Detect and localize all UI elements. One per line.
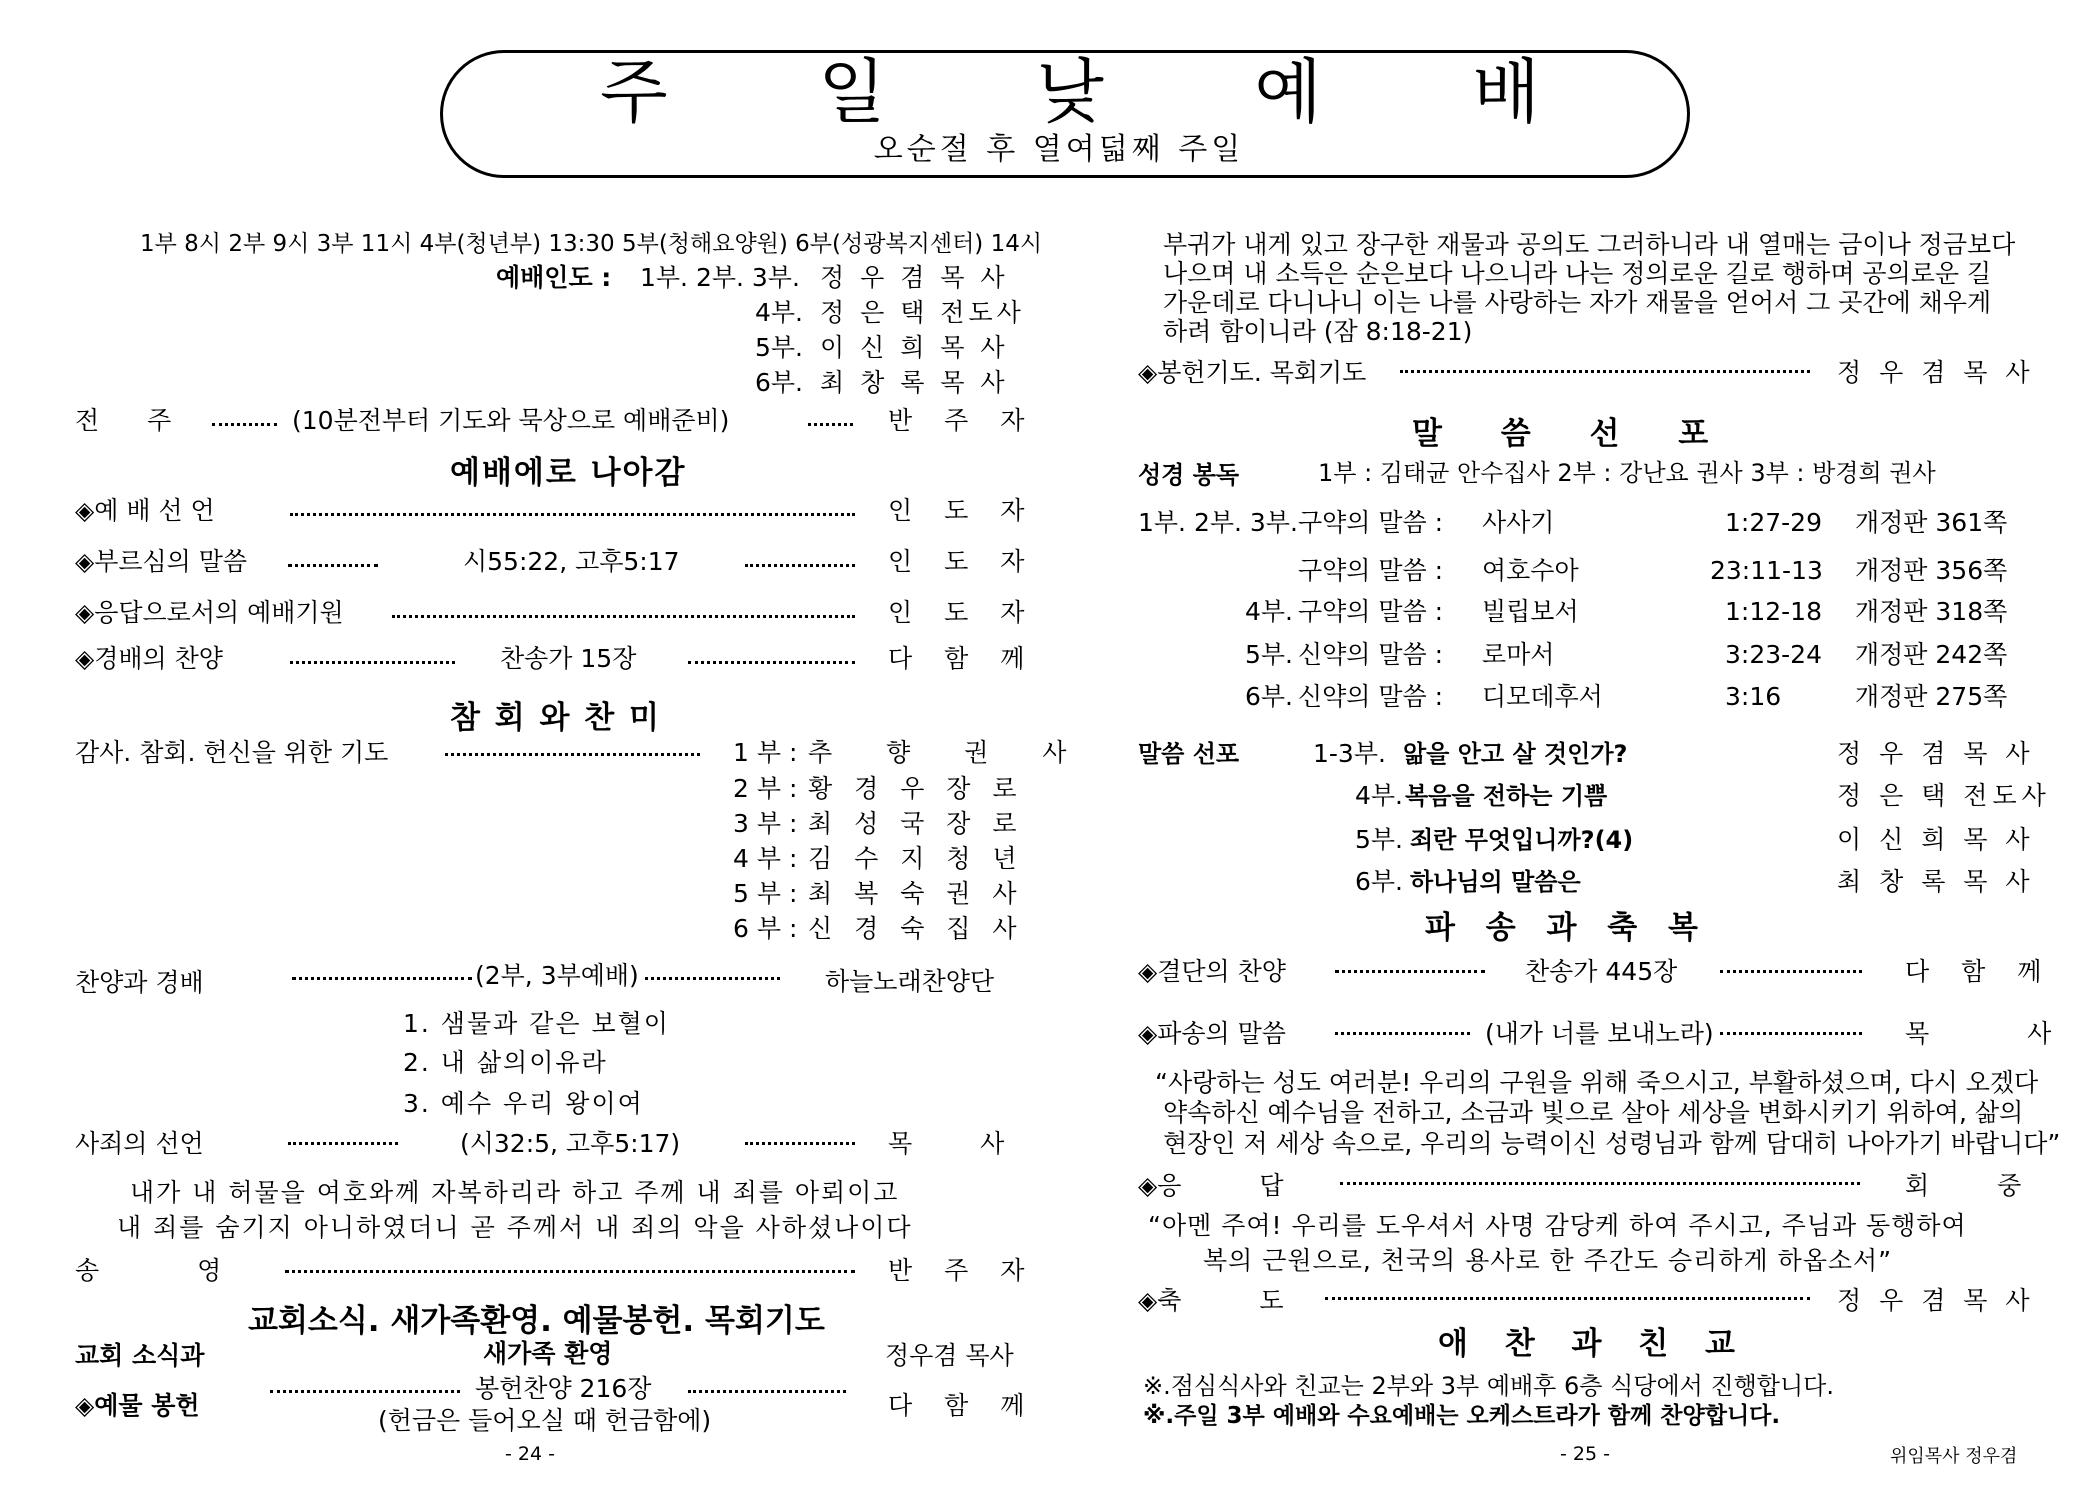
prelude-label: 전 주 <box>75 406 172 435</box>
news-label: 교회 소식과 <box>75 1341 205 1370</box>
verse-line: 가운데로 다니나니 이는 나를 사랑하는 자가 재물을 얻어서 그 곳간에 채우게 <box>1163 288 1992 317</box>
prayer-name: 김 수 지 청 년 <box>808 844 1017 873</box>
sermon-label: 말씀 선포 <box>1138 740 1240 768</box>
newfamily-label: 새가족 환영 <box>483 1339 613 1368</box>
absolution-label: 사죄의 선언 <box>75 1129 204 1158</box>
verse-line: 내가 내 허물을 여호와께 자복하리라 하고 주께 내 죄를 아뢰이고 <box>130 1178 900 1207</box>
offering-label: ◈예물 봉헌 <box>75 1391 200 1420</box>
prayer-part: 4 부 : <box>733 844 798 873</box>
leader-dots <box>288 1142 398 1145</box>
sending-text-line: “사랑하는 성도 여러분! 우리의 구원을 위해 죽으시고, 부활하셨으며, 다시 오겠다 <box>1155 1068 2039 1097</box>
title-char: 예 <box>1254 51 1322 133</box>
offering-prayer-person: 정 우 겸 목 사 <box>1837 358 2035 387</box>
page-number: - 25 - <box>1560 1443 1610 1465</box>
service-schedule: 1부 8시 2부 9시 3부 11시 4부(청년부) 13:30 5부(청해요양원) 6부(성광복지센터) 14시 <box>140 231 1043 257</box>
order-item-label: ◈응답으로서의 예배기원 <box>75 598 344 627</box>
scripture-book: 빌립보서 <box>1482 597 1579 626</box>
leader-dots <box>1340 1182 1860 1185</box>
readers: 1부 : 김태균 안수집사 2부 : 강난요 권사 3부 : 방경희 권사 <box>1318 459 1936 487</box>
leader-dots <box>808 423 853 426</box>
leader-dots <box>1335 970 1485 973</box>
absolution-mid: (시32:5, 고후5:17) <box>460 1129 681 1158</box>
scripture-ref: 3:23-24 <box>1725 640 1822 669</box>
leader-dots <box>292 977 472 980</box>
order-item-person: 인 도 자 <box>888 496 1037 525</box>
prayer-name: 황 경 우 장 로 <box>808 774 1017 803</box>
scripture-kind: 신약의 말씀 : <box>1298 640 1444 669</box>
order-item-mid: 찬송가 15장 <box>500 644 637 673</box>
response-label: ◈응 답 <box>1138 1171 1284 1200</box>
scripture-ref: 23:11-13 <box>1710 556 1823 585</box>
praise-person: 하늘노래찬양단 <box>825 967 995 996</box>
leader-dots <box>1720 1032 1862 1035</box>
response-person: 회 중 <box>1905 1171 2022 1200</box>
sermon-part: 6부. <box>1355 867 1404 896</box>
blessing-person: 정 우 겸 목 사 <box>1837 1286 2035 1315</box>
scripture-ref: 1:12-18 <box>1725 597 1822 626</box>
prayer-part: 2 부 : <box>733 774 798 803</box>
scripture-part: 6부. <box>1245 682 1294 711</box>
verse-line: 내 죄를 숨기지 아니하였더니 곧 주께서 내 죄의 악을 사하셨나이다 <box>117 1213 913 1242</box>
page-title <box>600 52 1540 132</box>
scripture-page: 개정판 361쪽 <box>1855 508 2008 537</box>
verse-line: 하려 함이니라 (잠 8:18-21) <box>1163 317 1473 346</box>
scripture-part: 5부. <box>1245 640 1294 669</box>
sermon-title: 복음을 전하는 기쁨 <box>1405 782 1608 810</box>
leader-dots <box>270 1390 460 1393</box>
offering-note: (헌금은 들어오실 때 헌금함에) <box>378 1406 712 1435</box>
scripture-kind: 구약의 말씀 : <box>1298 556 1444 585</box>
sending-mid: (내가 너를 보내노라) <box>1485 1019 1714 1048</box>
leader-dots <box>645 977 780 980</box>
prelude-person: 반 주 자 <box>888 406 1037 435</box>
praise-label: 찬양과 경배 <box>75 968 204 997</box>
notice-line: ※.점심식사와 친교는 2부와 3부 예배후 6층 식당에서 진행합니다. <box>1143 1372 1834 1400</box>
sermon-part: 5부. <box>1355 825 1404 854</box>
leader-dots <box>1335 1032 1470 1035</box>
leader-part: 6부. <box>755 368 804 397</box>
leader-dots <box>290 513 855 516</box>
page-number: - 24 - <box>505 1443 555 1465</box>
leader-dots <box>1400 370 1810 373</box>
scripture-kind: 신약의 말씀 : <box>1298 682 1444 711</box>
title-char: 주 <box>600 51 668 133</box>
sermon-preacher: 최 창 록 목 사 <box>1837 867 2035 896</box>
leader-name: 이 신 희 목 사 <box>820 333 1009 362</box>
closing-hymn-mid: 찬송가 445장 <box>1525 957 1678 986</box>
prayer-label: 감사. 참회. 헌신을 위한 기도 <box>75 738 389 767</box>
leader-part: 4부. <box>755 298 804 327</box>
closing-hymn-person: 다 함 께 <box>1905 957 2054 986</box>
title-char: 낮 <box>1036 51 1104 133</box>
scripture-ref: 1:27-29 <box>1725 508 1822 537</box>
scripture-kind: 구약의 말씀 : <box>1298 508 1444 537</box>
song-item: 2. 내 삶의이유라 <box>403 1048 608 1077</box>
leaders-label: 예배인도 : <box>496 263 612 292</box>
scripture-ref: 3:16 <box>1725 682 1782 711</box>
scripture-book: 사사기 <box>1482 508 1555 537</box>
order-item-label: ◈부르심의 말씀 <box>75 547 248 576</box>
praise-note: (2부, 3부예배) <box>475 961 639 990</box>
prayer-part: 1 부 : <box>733 738 798 767</box>
section-heading: 파 송 과 축 복 <box>1425 910 1700 946</box>
verse-line: 나으며 내 소득은 순은보다 나으니라 나는 정의로운 길로 행하며 공의로운 길 <box>1163 259 1992 288</box>
title-char: 일 <box>818 51 886 133</box>
song-item: 1. 샘물과 같은 보혈이 <box>403 1009 670 1038</box>
sermon-part: 4부. <box>1355 781 1404 810</box>
section-heading: 애 찬 과 친 교 <box>1438 1326 1743 1362</box>
leader-name: 최 창 록 목 사 <box>820 368 1009 397</box>
section-heading: 말 씀 선 포 <box>1412 416 1711 452</box>
doxology-person: 반 주 자 <box>888 1256 1037 1285</box>
blessing-label: ◈축 도 <box>1138 1286 1284 1315</box>
leader-dots <box>288 564 378 567</box>
sermon-preacher: 정 은 택 전도사 <box>1837 781 2051 810</box>
page-subtitle: 오순절 후 열여덟째 주일 <box>873 132 1245 167</box>
scripture-page: 개정판 275쪽 <box>1855 682 2008 711</box>
scripture-part: 4부. <box>1245 597 1294 626</box>
scripture-page: 개정판 318쪽 <box>1855 597 2008 626</box>
sending-label: ◈파송의 말씀 <box>1138 1019 1286 1048</box>
scripture-book: 디모데후서 <box>1482 682 1603 711</box>
sermon-part: 1-3부. <box>1313 739 1386 768</box>
song-item: 3. 예수 우리 왕이여 <box>403 1089 644 1118</box>
order-item-person: 인 도 자 <box>888 547 1037 576</box>
offering-prayer-label: ◈봉헌기도. 목회기도 <box>1138 358 1367 387</box>
scripture-kind: 구약의 말씀 : <box>1298 597 1444 626</box>
response-text-line: “아멘 주여! 우리를 도우셔서 사명 감당케 하여 주시고, 주님과 동행하여 <box>1148 1211 1967 1240</box>
leader-dots <box>290 661 455 664</box>
doxology-label: 송 영 <box>75 1256 222 1285</box>
scripture-book: 로마서 <box>1482 640 1555 669</box>
order-item-mid: 시55:22, 고후5:17 <box>463 547 680 576</box>
response-text-line: 복의 근원으로, 천국의 용사로 한 주간도 승리하게 하옵소서” <box>1203 1246 1893 1275</box>
offering-mid: 봉헌찬양 216장 <box>475 1374 652 1403</box>
sermon-preacher: 이 신 희 목 사 <box>1837 825 2035 854</box>
sermon-title: 죄란 무엇입니까?(4) <box>1410 826 1634 854</box>
sermon-preacher: 정 우 겸 목 사 <box>1837 739 2035 768</box>
offering-person: 다 함 께 <box>888 1391 1037 1420</box>
sending-text-line: 현장인 저 세상 속으로, 우리의 능력이신 성령님과 함께 담대히 나아가기 바랍니다” <box>1163 1129 2061 1158</box>
notice-line: ※.주일 3부 예배와 수요예배는 오케스트라가 함께 찬양합니다. <box>1143 1403 1781 1429</box>
leader-name: 정 우 겸 목 사 <box>820 263 1009 292</box>
closing-hymn-label: ◈결단의 찬양 <box>1138 957 1286 986</box>
leader-part: 1부. 2부. 3부. <box>640 263 800 292</box>
prayer-part: 3 부 : <box>733 809 798 838</box>
leader-dots <box>285 1270 855 1273</box>
order-item-person: 인 도 자 <box>888 598 1037 627</box>
leader-dots <box>745 1142 855 1145</box>
section-heading: 교회소식. 새가족환영. 예물봉헌. 목회기도 <box>248 1303 825 1339</box>
sending-text-line: 약속하신 예수님을 전하고, 소금과 빛으로 살아 세상을 변화시키기 위하여, 삶의 <box>1163 1098 2024 1127</box>
footer-pastor: 위임목사 정우겸 <box>1890 1446 2018 1467</box>
scripture-part: 1부. 2부. 3부. <box>1138 508 1298 537</box>
leader-dots <box>1720 970 1862 973</box>
leader-part: 5부. <box>755 333 804 362</box>
scripture-page: 개정판 242쪽 <box>1855 640 2008 669</box>
order-item-label: ◈경배의 찬양 <box>75 644 223 673</box>
prayer-part: 5 부 : <box>733 879 798 908</box>
title-char: 배 <box>1472 51 1540 133</box>
absolution-person: 목 사 <box>888 1129 1005 1158</box>
scripture-book: 여호수아 <box>1482 556 1579 585</box>
sermon-title: 하나님의 말씀은 <box>1410 868 1581 896</box>
order-item-person: 다 함 께 <box>888 644 1037 673</box>
section-heading: 예배에로 나아감 <box>450 455 687 491</box>
sending-person: 목 사 <box>1905 1019 2052 1048</box>
leader-dots <box>1325 1297 1810 1300</box>
scripture-page: 개정판 356쪽 <box>1855 556 2008 585</box>
section-heading: 참 회 와 찬 미 <box>450 700 661 736</box>
news-person: 정우겸 목사 <box>885 1341 1014 1370</box>
verse-line: 부귀가 내게 있고 장구한 재물과 공의도 그러하니라 내 열매는 금이나 정금보다 <box>1163 230 2016 259</box>
prayer-part: 6 부 : <box>733 914 798 943</box>
prayer-name: 추 향 권 사 <box>808 738 1067 767</box>
order-item-label: ◈예 배 선 언 <box>75 496 215 525</box>
leader-dots <box>688 661 855 664</box>
leader-name: 정 은 택 전도사 <box>820 298 1025 327</box>
leader-dots <box>445 753 700 756</box>
leader-dots <box>745 564 855 567</box>
sermon-title: 앎을 안고 살 것인가? <box>1403 740 1628 768</box>
prayer-name: 신 경 숙 집 사 <box>808 914 1017 943</box>
reading-label: 성경 봉독 <box>1138 461 1240 489</box>
prayer-name: 최 복 숙 권 사 <box>808 879 1017 908</box>
leader-dots <box>212 423 277 426</box>
leader-dots <box>688 1390 846 1393</box>
prayer-name: 최 성 국 장 로 <box>808 809 1017 838</box>
prelude-note: (10분전부터 기도와 묵상으로 예배준비) <box>292 406 730 435</box>
leader-dots <box>392 615 855 618</box>
